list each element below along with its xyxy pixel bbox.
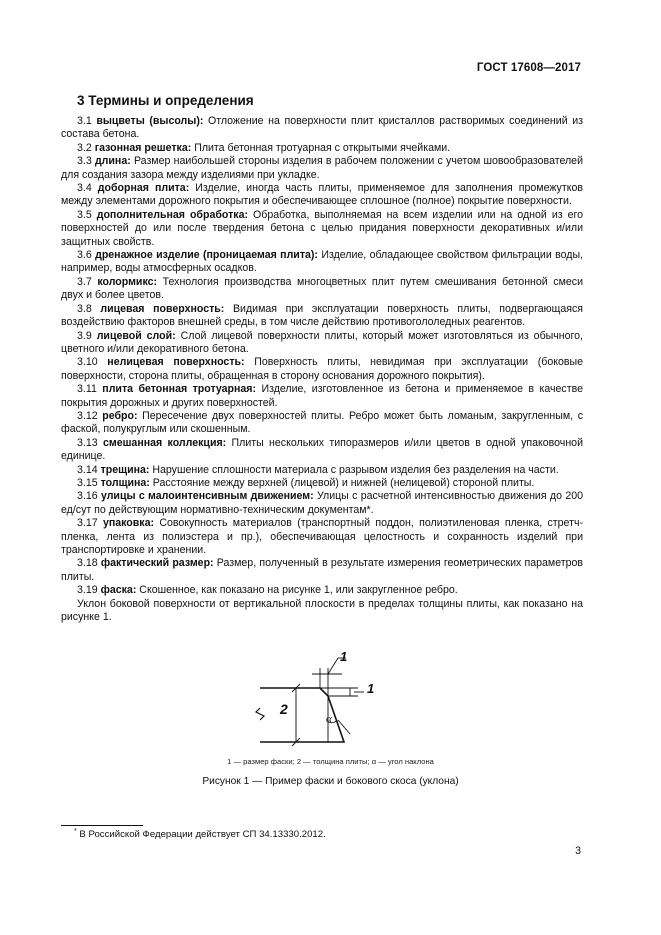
term-item: 3.7 колормикс: Технология производства многоцветных плит путем смешивания бетонной смеси двух и более цветов. xyxy=(61,275,583,302)
page-number: 3 xyxy=(575,845,581,857)
document-code: ГОСТ 17608—2017 xyxy=(476,62,581,74)
term-item: 3.10 нелицевая поверхность: Поверхность плиты, невидимая при эксплуатации (боковые поверхности, сторона плиты, обращенная в сторону основания дорожного покрытия). xyxy=(61,356,584,382)
term-item: 3.3 длина: Размер наибольшей стороны изделия в рабочем положении с учетом шовообразователей для создания зазора между изделиями при укладке. xyxy=(61,155,583,181)
section-title: 3 Термины и определения xyxy=(77,93,254,108)
term-item: 3.16 улицы с малоинтенсивным движением: Улицы с расчетной интенсивностью движения до 200 ед/сут по действующим нормативно-техническим документам*. xyxy=(61,490,583,516)
term-item: 3.1 выцветы (высолы): Отложение на поверхности плит кристаллов растворимых соединений из состава бетона. xyxy=(61,115,583,141)
term-item: 3.18 фактический размер: Размер, полученный в результате измерения геометрических параметров плиты. xyxy=(61,557,583,583)
term-item: 3.5 дополнительная обработка: Обработка, выполняемая на всем изделии или на одной из его поверхностей до или после твердения бетона с целью придания поверхности декоративных и/или защитных свойств. xyxy=(61,208,584,248)
term-item: 3.14 трещина: Нарушение сплошности материала с разрывом изделия без разделения на части. xyxy=(77,463,559,476)
term-item: 3.9 лицевой слой: Слой лицевой поверхности плиты, который может изготовляться из обычного, цветного и/или декоративного бетона. xyxy=(61,329,583,355)
figure-title: Рисунок 1 — Пример фаски и бокового скоса (уклона) xyxy=(202,776,459,787)
figure-label-1-right: 1 xyxy=(367,681,375,696)
terms-list xyxy=(61,115,583,624)
footnote: * В Российской Федерации действует СП 34.13330.2012. xyxy=(74,828,326,841)
figure-label-alpha: α xyxy=(326,713,332,725)
term-item: 3.6 дренажное изделие (проницаемая плита): Изделие, обладающее свойством фильтрации воды, например, воды атмосферных осадков. xyxy=(61,249,583,275)
closing-paragraph: Уклон боковой поверхности от вертикальной плоскости в пределах толщины плиты, как показано на рисунке 1. xyxy=(61,597,583,624)
term-item: 3.11 плита бетонная тротуарная: Изделие, изготовленное из бетона и применяемое в качестве покрытия дорожных и других поверхностей. xyxy=(61,383,583,409)
term-item: 3.19 фаска: Скошенное, как показано на рисунке 1, или закругленное ребро. xyxy=(77,584,458,597)
figure-label-2: 2 xyxy=(280,701,288,717)
break-line xyxy=(256,708,264,720)
term-item: 3.2 газонная решетка: Плита бетонная тротуарная с открытыми ячейками. xyxy=(77,141,451,154)
figure-legend: 1 — размер фаски; 2 — толщина плиты; α — угол наклона xyxy=(227,757,434,766)
figure-label-1-top: 1 xyxy=(340,650,348,664)
chamfer-figure xyxy=(250,650,390,750)
term-item: 3.12 ребро: Пересечение двух поверхностей плиты. Ребро может быть ломаным, закругленным, с фаской, полукруглым или скошенным. xyxy=(61,409,583,436)
term-item: 3.13 смешанная коллекция: Плиты нескольких типоразмеров и/или цветов в одной упаковочной единице. xyxy=(61,436,583,463)
term-item: 3.8 лицевая поверхность: Видимая при эксплуатации поверхность плиты, подвергающаяся воздействию факторов внешней среды, в том числе действию противогололедных реагентов. xyxy=(61,302,583,329)
term-item: 3.4 доборная плита: Изделие, иногда часть плиты, применяемое для заполнения промежутков между элементами дорожного покрытия и обеспечивающее сплошное (полное) покрытие поверхности. xyxy=(61,182,583,208)
footnote-divider xyxy=(61,825,143,826)
term-item: 3.17 упаковка: Совокупность материалов (транспортный поддон, полиэтиленовая пленка, стретч-пленка, лента из полиэстера и пр.), обеспечивающая целостность и сохранность изделий при транспортировке и хранении. xyxy=(61,517,583,556)
term-item: 3.15 толщина: Расстояние между верхней (лицевой) и нижней (нелицевой) стороной плиты. xyxy=(77,476,535,489)
